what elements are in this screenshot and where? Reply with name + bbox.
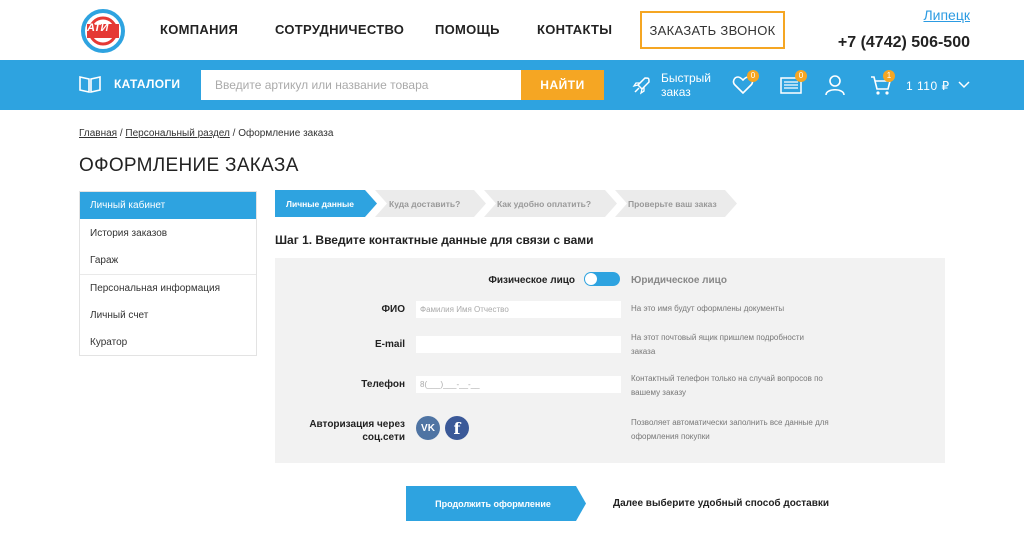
profile-button[interactable] bbox=[823, 73, 849, 99]
fio-input[interactable] bbox=[416, 301, 621, 318]
phone-hint-line1: Контактный телефон только на случай вопросов по bbox=[631, 374, 823, 383]
person-type-toggle[interactable] bbox=[584, 272, 620, 286]
social-auth-label bbox=[295, 418, 405, 444]
fio-label: ФИО bbox=[381, 304, 405, 315]
email-hint-line1: На этот почтовый ящик пришлем подробности bbox=[631, 333, 804, 342]
toggle-knob bbox=[585, 273, 597, 285]
book-icon bbox=[78, 74, 102, 94]
checkout-steps bbox=[275, 190, 755, 217]
top-header bbox=[0, 0, 1024, 60]
phone-hint bbox=[631, 372, 861, 400]
breadcrumb-current: Оформление заказа bbox=[238, 128, 334, 139]
sidebar-item-personal-info[interactable]: Персональная информация bbox=[80, 274, 256, 301]
catalogs-label: КАТАЛОГИ bbox=[114, 77, 181, 91]
person-individual-label[interactable]: Физическое лицо bbox=[488, 275, 575, 286]
email-label: E-mail bbox=[374, 339, 405, 350]
email-input[interactable] bbox=[416, 336, 621, 353]
nav-cooperation[interactable]: СОТРУДНИЧЕСТВО bbox=[275, 22, 405, 37]
sidebar-item-order-history[interactable]: История заказов bbox=[90, 227, 168, 239]
page-title: ОФОРМЛЕНИЕ ЗАКАЗА bbox=[79, 155, 299, 176]
next-step-hint: Далее выберите удобный способ доставки bbox=[613, 498, 830, 509]
social-auth-hint bbox=[631, 416, 861, 444]
person-legal-label[interactable]: Юридическое лицо bbox=[631, 275, 727, 286]
quick-order-button[interactable] bbox=[631, 71, 711, 99]
search-input[interactable] bbox=[201, 70, 521, 100]
chevron-down-icon[interactable] bbox=[958, 79, 970, 91]
vk-icon: VK bbox=[421, 422, 435, 434]
compare-button[interactable] bbox=[779, 73, 805, 99]
sidebar-item-curator[interactable]: Куратор bbox=[90, 337, 128, 349]
nav-company[interactable]: КОМПАНИЯ bbox=[160, 22, 239, 37]
breadcrumb-home[interactable]: Главная bbox=[79, 128, 118, 139]
step-heading: Шаг 1. Введите контактные данные для связи с вами bbox=[275, 233, 594, 247]
vk-login-button[interactable] bbox=[416, 416, 440, 440]
city-selector[interactable]: Липецк bbox=[923, 7, 970, 23]
cart-total[interactable]: 1 110 ₽ bbox=[906, 79, 950, 93]
logo-text: АТИ bbox=[87, 22, 109, 34]
phone-hint-line2: вашему заказу bbox=[631, 388, 687, 397]
contact-form bbox=[275, 258, 945, 463]
breadcrumb bbox=[79, 128, 333, 139]
facebook-icon: f bbox=[453, 418, 461, 438]
email-hint-line2: заказа bbox=[631, 347, 656, 356]
find-button[interactable]: НАЙТИ bbox=[521, 70, 604, 100]
nav-help[interactable]: ПОМОЩЬ bbox=[435, 22, 500, 37]
account-sidebar bbox=[79, 191, 257, 356]
sidebar-item-garage[interactable]: Гараж bbox=[90, 254, 119, 266]
social-auth-label-line2: соц.сети bbox=[362, 432, 405, 443]
sidebar-item-account[interactable]: Личный кабинет bbox=[80, 192, 256, 219]
call-request-button[interactable]: ЗАКАЗАТЬ ЗВОНОК bbox=[640, 11, 785, 49]
rocket-icon bbox=[631, 74, 653, 96]
social-hint-line1: Позволяет автоматически заполнить все данные для bbox=[631, 418, 829, 427]
breadcrumb-separator: / bbox=[117, 128, 126, 139]
phone-label: Телефон bbox=[361, 379, 405, 390]
social-auth-label-line1: Авторизация через bbox=[309, 419, 405, 430]
social-hint-line2: оформления покупки bbox=[631, 432, 710, 441]
cart-button[interactable] bbox=[869, 73, 895, 99]
fio-hint: На это имя будут оформлены документы bbox=[631, 304, 785, 313]
breadcrumb-personal[interactable]: Персональный раздел bbox=[125, 128, 230, 139]
step-payment[interactable]: Как удобно оплатить? bbox=[497, 198, 592, 209]
email-hint bbox=[631, 331, 861, 359]
nav-contacts[interactable]: КОНТАКТЫ bbox=[537, 22, 613, 37]
favorites-count-badge: 0 bbox=[747, 70, 759, 82]
favorites-button[interactable] bbox=[731, 73, 757, 99]
step-delivery[interactable]: Куда доставить? bbox=[389, 198, 461, 209]
facebook-login-button[interactable] bbox=[445, 416, 469, 440]
quick-order-line2: заказ bbox=[661, 85, 691, 99]
step-personal-data[interactable]: Личные данные bbox=[286, 198, 354, 209]
quick-order-line1: Быстрый bbox=[661, 71, 711, 85]
user-icon bbox=[823, 73, 847, 97]
compare-count-badge: 0 bbox=[795, 70, 807, 82]
phone-input[interactable] bbox=[416, 376, 621, 393]
breadcrumb-separator: / bbox=[229, 128, 239, 139]
sidebar-item-personal-account[interactable]: Личный счет bbox=[90, 309, 149, 321]
step-review[interactable]: Проверьте ваш заказ bbox=[628, 198, 717, 209]
cart-count-badge: 1 bbox=[883, 70, 895, 82]
header-phone[interactable]: +7 (4742) 506-500 bbox=[837, 34, 970, 51]
continue-button[interactable]: Продолжить оформление bbox=[435, 498, 551, 509]
catalogs-button[interactable] bbox=[78, 74, 180, 94]
